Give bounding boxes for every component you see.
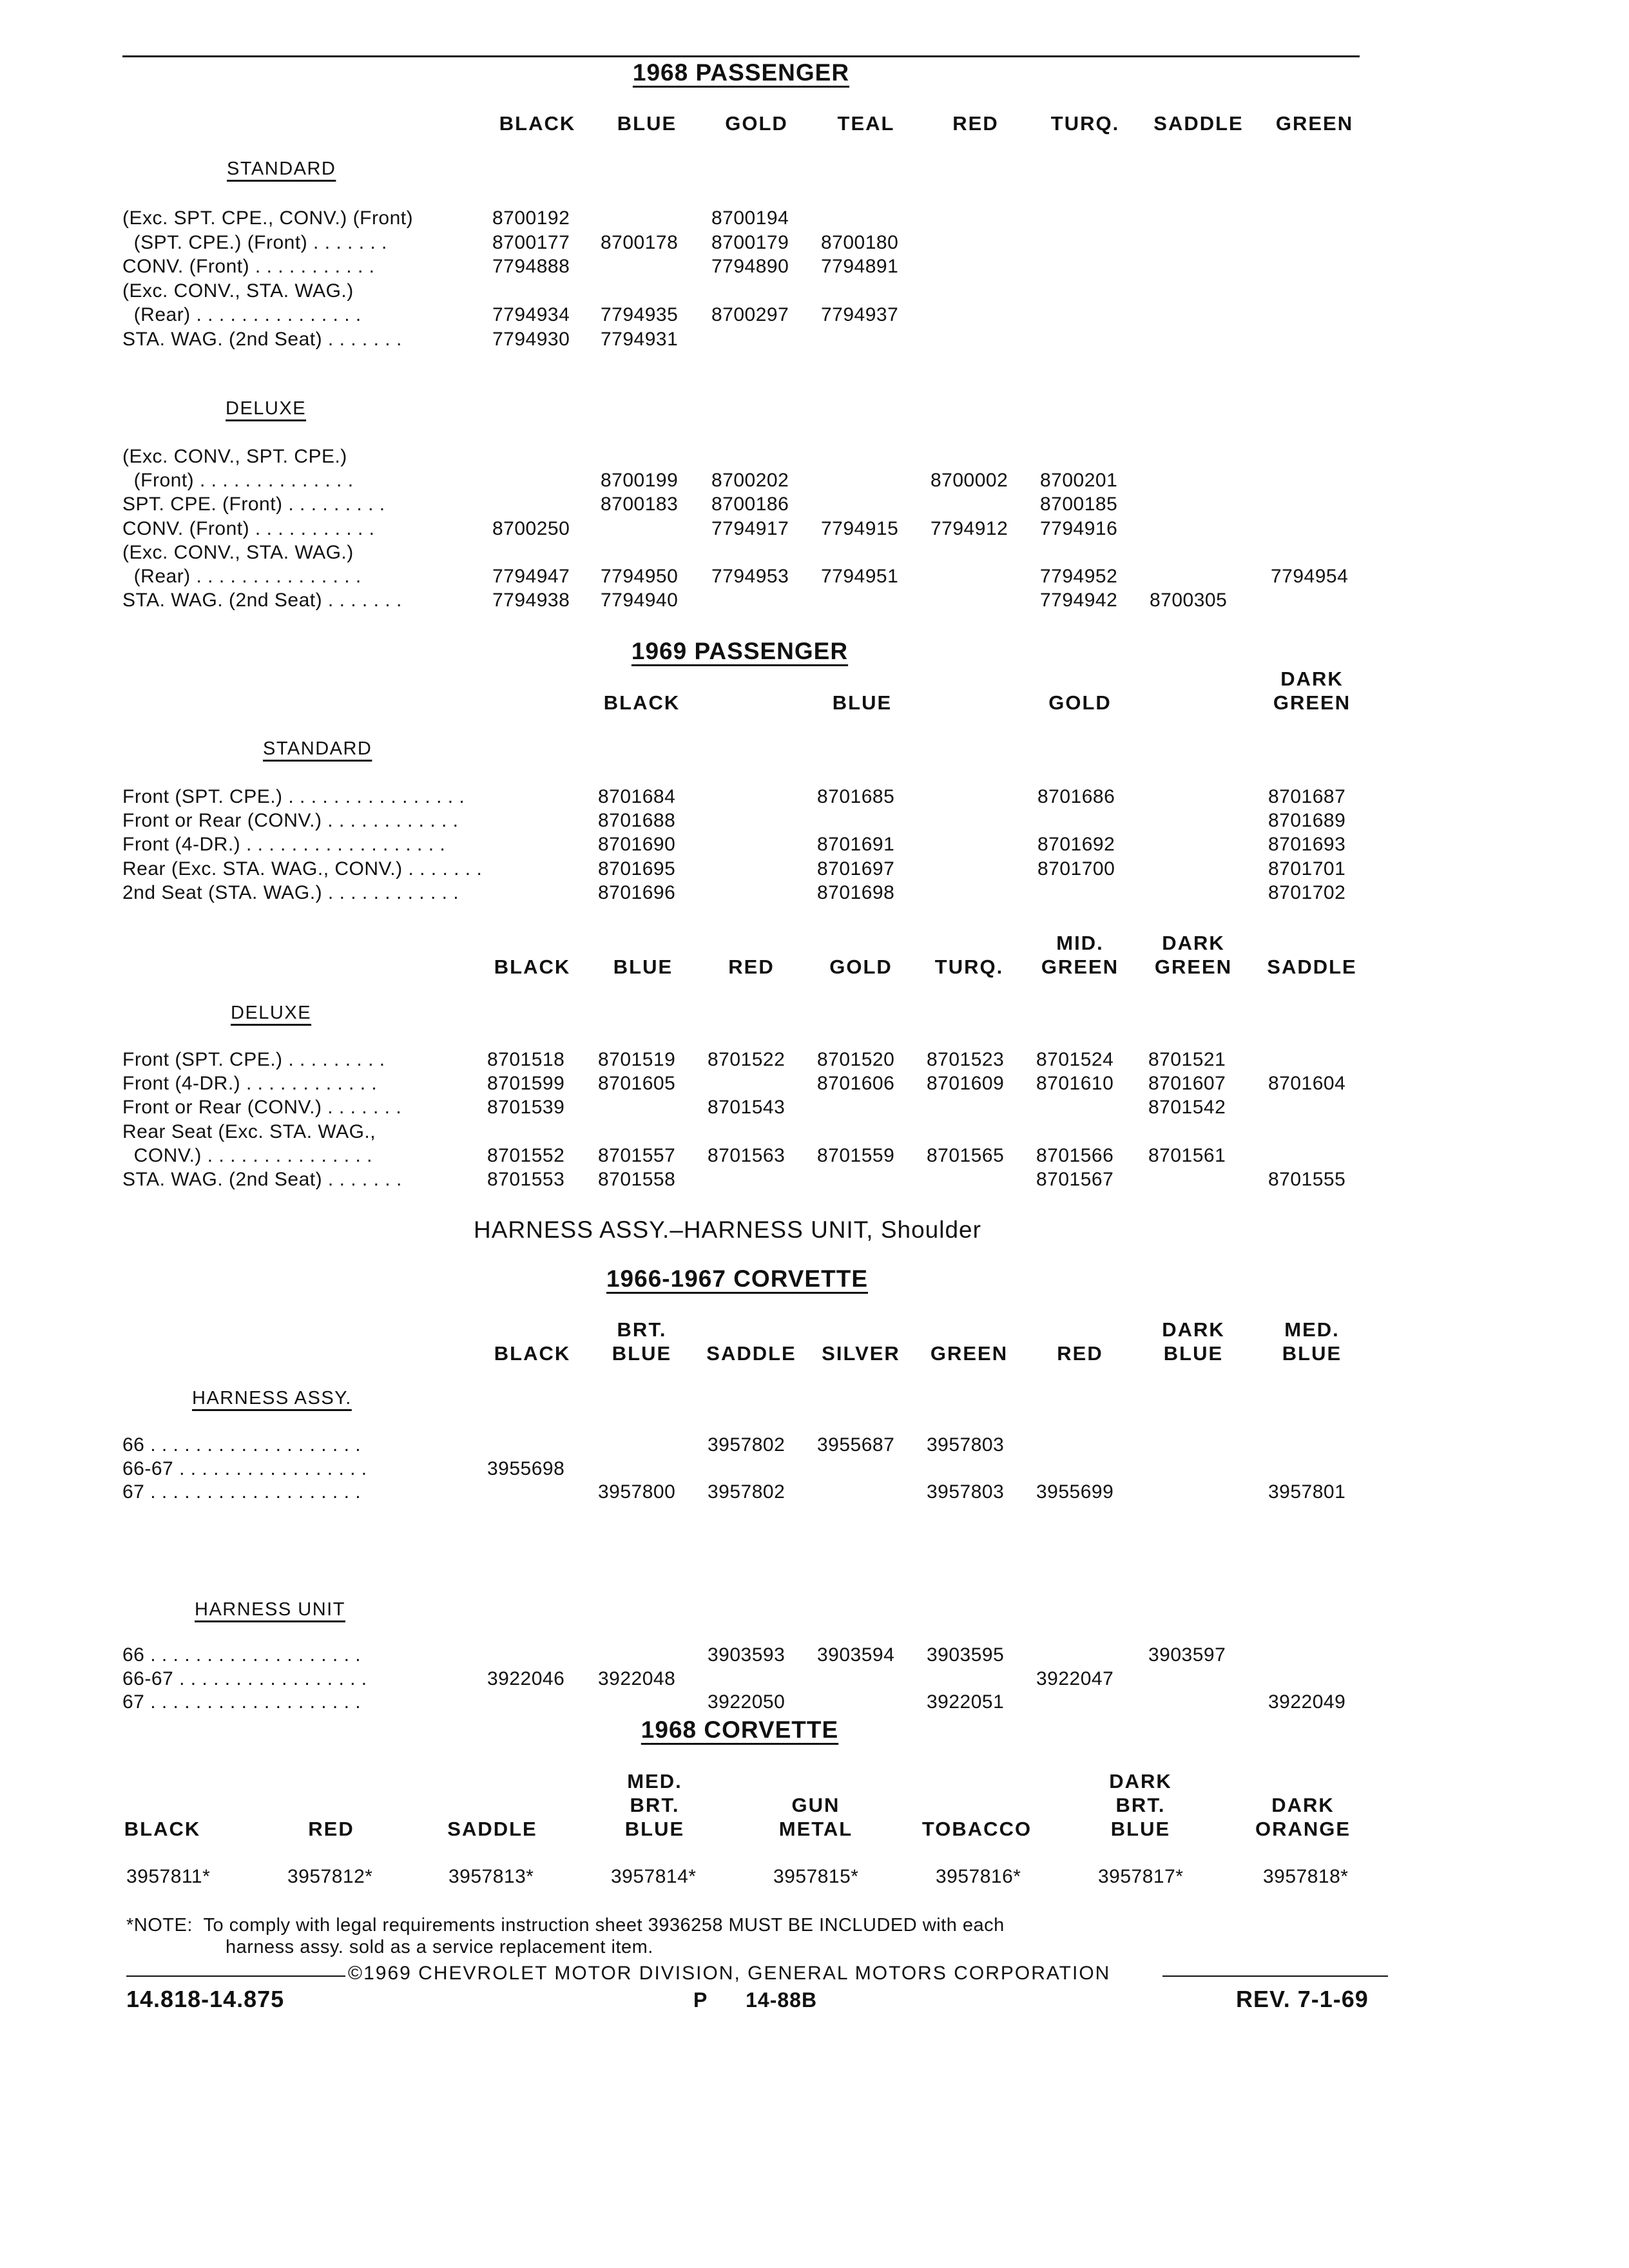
- part-number: 8701520: [817, 1049, 895, 1070]
- part-number: 8701702: [1268, 881, 1346, 903]
- part-number: 8701685: [817, 786, 895, 807]
- part-number: 8701686: [1037, 786, 1115, 807]
- row-label: Front (4-DR.) . . . . . . . . . . . . . . . . . .: [122, 834, 446, 856]
- part-number: 8701566: [1036, 1144, 1114, 1166]
- part-number: 7794952: [1040, 566, 1118, 587]
- part-number: 7794912: [930, 517, 1008, 539]
- column-header: GREEN: [1275, 112, 1354, 135]
- part-number: 3957815*: [773, 1866, 859, 1887]
- row-label: Front (4-DR.) . . . . . . . . . . . .: [122, 1073, 378, 1095]
- part-number: 3903593: [708, 1644, 786, 1666]
- part-number: 7794953: [711, 566, 789, 587]
- part-number: 3955687: [817, 1434, 895, 1456]
- column-header: BLACK: [494, 1342, 571, 1365]
- footer-rule-right: [1162, 1975, 1388, 1977]
- part-number: 8701698: [817, 881, 895, 903]
- column-header: SILVER: [822, 1342, 900, 1365]
- row-label: (Rear) . . . . . . . . . . . . . . .: [122, 566, 361, 587]
- column-header: MID. GREEN: [1041, 932, 1119, 978]
- part-number: 7794951: [821, 566, 899, 587]
- footer-revision: REV. 7-1-69: [1236, 1986, 1369, 2012]
- note-line-2: harness assy. sold as a service replacement item.: [226, 1937, 653, 1957]
- row-label: 67 . . . . . . . . . . . . . . . . . . .: [122, 1691, 361, 1713]
- note-line-1: *NOTE: To comply with legal requirements instruction sheet 3936258 MUST BE INCLUDED with each: [126, 1915, 1005, 1936]
- column-header: SADDLE: [1267, 956, 1357, 978]
- part-number: 3957803: [927, 1481, 1005, 1503]
- part-number: 3922050: [708, 1691, 786, 1713]
- subsection-standard: STANDARD: [227, 159, 336, 179]
- column-header: DARK BRT. BLUE: [1109, 1770, 1172, 1840]
- part-number: 7794934: [492, 304, 570, 325]
- column-header: BLACK: [499, 112, 576, 135]
- part-number: 8701521: [1148, 1049, 1226, 1070]
- part-number: 8700194: [711, 207, 789, 229]
- part-number: 8701609: [927, 1073, 1005, 1095]
- part-number: 7794891: [821, 256, 899, 277]
- part-number: 8701567: [1036, 1169, 1114, 1190]
- part-number: 7794938: [492, 590, 570, 611]
- row-label: (SPT. CPE.) (Front) . . . . . . .: [122, 231, 387, 253]
- column-header: MED. BRT. BLUE: [624, 1770, 685, 1840]
- part-number: 3922051: [927, 1691, 1005, 1713]
- column-header: SADDLE: [706, 1342, 796, 1365]
- harness-heading: HARNESS ASSY.–HARNESS UNIT, Shoulder: [474, 1216, 981, 1243]
- part-number: 8701692: [1037, 834, 1115, 856]
- column-header: BRT. BLUE: [612, 1318, 672, 1365]
- part-number: 8700201: [1040, 470, 1118, 492]
- part-number: 8700186: [711, 494, 789, 515]
- section-title-1968-passenger: 1968 PASSENGER: [632, 59, 850, 86]
- part-number: 8700297: [711, 304, 789, 325]
- part-number: 8701696: [598, 881, 676, 903]
- column-header: BLACK: [603, 691, 680, 714]
- part-number: 7794916: [1040, 517, 1118, 539]
- row-label: Front or Rear (CONV.) . . . . . . .: [122, 1097, 402, 1119]
- part-number: 3957814*: [611, 1866, 697, 1887]
- part-number: 8701697: [817, 858, 895, 879]
- column-header: DARK GREEN: [1273, 668, 1351, 714]
- part-number: 8701693: [1268, 834, 1346, 856]
- part-number: 8700177: [492, 231, 570, 253]
- row-label: CONV.) . . . . . . . . . . . . . . .: [122, 1144, 372, 1166]
- part-number: 8700002: [930, 470, 1008, 492]
- part-number: 8701605: [598, 1073, 676, 1095]
- part-number: 8700202: [711, 470, 789, 492]
- part-number: 3922048: [598, 1667, 676, 1689]
- part-number: 3922046: [487, 1667, 565, 1689]
- part-number: 3922049: [1268, 1691, 1346, 1713]
- part-number: 8701553: [487, 1169, 565, 1190]
- part-number: 8701684: [598, 786, 676, 807]
- part-number: 8701565: [927, 1144, 1005, 1166]
- copyright: ©1969 CHEVROLET MOTOR DIVISION, GENERAL MOTORS CORPORATION: [348, 1963, 1111, 1984]
- part-number: 7794890: [711, 256, 789, 277]
- column-header: GREEN: [930, 1342, 1008, 1365]
- column-header: SADDLE: [447, 1818, 537, 1840]
- column-header: RED: [952, 112, 999, 135]
- footer-page-number: P 14-88B: [693, 1988, 818, 2012]
- part-number: 8701523: [927, 1049, 1005, 1070]
- column-header: BLUE: [617, 112, 677, 135]
- part-number: 3903594: [817, 1644, 895, 1666]
- column-header: RED: [728, 956, 775, 978]
- part-number: 8701688: [598, 810, 676, 832]
- part-number: 8701552: [487, 1144, 565, 1166]
- column-header: BLACK: [494, 956, 571, 978]
- part-number: 8700183: [601, 494, 679, 515]
- part-number: 3957812*: [287, 1866, 373, 1887]
- part-number: 3957816*: [936, 1866, 1021, 1887]
- part-number: 8700305: [1150, 590, 1228, 611]
- part-number: 8700180: [821, 231, 899, 253]
- part-number: 3957802: [708, 1434, 786, 1456]
- part-number: 7794931: [601, 328, 679, 350]
- column-header: TOBACCO: [921, 1818, 1032, 1840]
- row-label: 67 . . . . . . . . . . . . . . . . . . .: [122, 1481, 361, 1503]
- column-header: BLUE: [832, 691, 892, 714]
- part-number: 8700192: [492, 207, 570, 229]
- part-number: 8701689: [1268, 810, 1346, 832]
- part-number: 7794950: [601, 566, 679, 587]
- row-label: Front (SPT. CPE.) . . . . . . . . .: [122, 1049, 385, 1070]
- part-number: 3922047: [1036, 1667, 1114, 1689]
- part-number: 8701606: [817, 1073, 895, 1095]
- part-number: 8701559: [817, 1144, 895, 1166]
- row-label: (Exc. CONV., SPT. CPE.): [122, 446, 347, 467]
- part-number: 3957813*: [448, 1866, 534, 1887]
- part-number: 8701561: [1148, 1144, 1226, 1166]
- part-number: 7794954: [1271, 566, 1349, 587]
- row-label: (Rear) . . . . . . . . . . . . . . .: [122, 304, 361, 325]
- part-number: 8701555: [1268, 1169, 1346, 1190]
- part-number: 8701701: [1268, 858, 1346, 879]
- part-number: 3957801: [1268, 1481, 1346, 1503]
- top-rule: [122, 55, 1360, 57]
- part-number: 3955698: [487, 1457, 565, 1479]
- column-header: TEAL: [837, 112, 895, 135]
- row-label: (Front) . . . . . . . . . . . . . .: [122, 470, 354, 492]
- column-header: TURQ.: [934, 956, 1004, 978]
- column-header: BLUE: [613, 956, 673, 978]
- row-label: CONV. (Front) . . . . . . . . . . .: [122, 256, 375, 277]
- column-header: BLACK: [124, 1818, 201, 1840]
- part-number: 3957802: [708, 1481, 786, 1503]
- row-label: 66 . . . . . . . . . . . . . . . . . . .: [122, 1644, 361, 1666]
- column-header: SADDLE: [1153, 112, 1244, 135]
- part-number: 8701604: [1268, 1073, 1346, 1095]
- part-number: 8701563: [708, 1144, 786, 1166]
- part-number: 7794888: [492, 256, 570, 277]
- row-label: STA. WAG. (2nd Seat) . . . . . . .: [122, 1169, 402, 1190]
- part-number: 8700185: [1040, 494, 1118, 515]
- part-number: 8701519: [598, 1049, 676, 1070]
- column-header: RED: [308, 1818, 354, 1840]
- part-number: 3957803: [927, 1434, 1005, 1456]
- part-number: 3957800: [598, 1481, 676, 1503]
- subsection-standard: STANDARD: [263, 738, 372, 759]
- row-label: 2nd Seat (STA. WAG.) . . . . . . . . . . . .: [122, 881, 459, 903]
- part-number: 7794915: [821, 517, 899, 539]
- column-header: GOLD: [1048, 691, 1112, 714]
- part-number: 8701542: [1148, 1097, 1226, 1119]
- part-number: 3903597: [1148, 1644, 1226, 1666]
- part-number: 8700250: [492, 517, 570, 539]
- column-header: MED. BLUE: [1282, 1318, 1342, 1365]
- part-number: 7794947: [492, 566, 570, 587]
- part-number: 8701687: [1268, 786, 1346, 807]
- section-title-1969-passenger: 1969 PASSENGER: [631, 638, 849, 664]
- part-number: 3903595: [927, 1644, 1005, 1666]
- part-number: 3957811*: [126, 1866, 211, 1887]
- part-number: 7794940: [601, 590, 679, 611]
- part-number: 7794935: [601, 304, 679, 325]
- part-number: 7794937: [821, 304, 899, 325]
- row-label: Rear (Exc. STA. WAG., CONV.) . . . . . . .: [122, 858, 483, 879]
- part-number: 8701700: [1037, 858, 1115, 879]
- section-title-1968-corvette: 1968 CORVETTE: [641, 1716, 839, 1743]
- row-label: (Exc. SPT. CPE., CONV.) (Front): [122, 207, 414, 229]
- subsection-deluxe: DELUXE: [231, 1003, 312, 1023]
- part-number: 8701610: [1036, 1073, 1114, 1095]
- part-number: 3957817*: [1098, 1866, 1184, 1887]
- section-title-1966-1967-corvette: 1966-1967 CORVETTE: [606, 1265, 868, 1292]
- column-header: RED: [1057, 1342, 1103, 1365]
- part-number: 7794942: [1040, 590, 1118, 611]
- part-number: 8701599: [487, 1073, 565, 1095]
- row-label: Rear Seat (Exc. STA. WAG.,: [122, 1120, 376, 1142]
- row-label: SPT. CPE. (Front) . . . . . . . . .: [122, 494, 385, 515]
- row-label: Front or Rear (CONV.) . . . . . . . . . . . .: [122, 810, 459, 832]
- column-header: DARK BLUE: [1162, 1318, 1225, 1365]
- column-header: GUN METAL: [778, 1794, 853, 1840]
- part-number: 8701691: [817, 834, 895, 856]
- part-number: 8701695: [598, 858, 676, 879]
- row-label: Front (SPT. CPE.) . . . . . . . . . . . . . . . .: [122, 786, 465, 807]
- row-label: 66-67 . . . . . . . . . . . . . . . . .: [122, 1667, 367, 1689]
- row-label: (Exc. CONV., STA. WAG.): [122, 541, 354, 563]
- row-label: STA. WAG. (2nd Seat) . . . . . . .: [122, 590, 402, 611]
- part-number: 8701607: [1148, 1073, 1226, 1095]
- row-label: (Exc. CONV., STA. WAG.): [122, 280, 354, 302]
- subsection-deluxe: DELUXE: [226, 398, 307, 419]
- footer-rule-left: [126, 1975, 345, 1977]
- part-number: 8701557: [598, 1144, 676, 1166]
- part-number: 3957818*: [1263, 1866, 1349, 1887]
- subsection-harness-unit: HARNESS UNIT: [195, 1599, 345, 1620]
- column-header: DARK GREEN: [1154, 932, 1233, 978]
- column-header: DARK ORANGE: [1255, 1794, 1351, 1840]
- row-label: STA. WAG. (2nd Seat) . . . . . . .: [122, 328, 402, 350]
- part-number: 8701543: [708, 1097, 786, 1119]
- subsection-harness-assy: HARNESS ASSY.: [192, 1388, 352, 1408]
- column-header: TURQ.: [1050, 112, 1120, 135]
- part-number: 8701539: [487, 1097, 565, 1119]
- part-number: 8700179: [711, 231, 789, 253]
- part-number: 8701558: [598, 1169, 676, 1190]
- column-header: GOLD: [725, 112, 788, 135]
- footer-page-range: 14.818-14.875: [126, 1986, 285, 2012]
- part-number: 7794917: [711, 517, 789, 539]
- part-number: 8701522: [708, 1049, 786, 1070]
- row-label: CONV. (Front) . . . . . . . . . . .: [122, 517, 375, 539]
- column-header: GOLD: [829, 956, 892, 978]
- part-number: 3955699: [1036, 1481, 1114, 1503]
- row-label: 66-67 . . . . . . . . . . . . . . . . .: [122, 1457, 367, 1479]
- part-number: 8700199: [601, 470, 679, 492]
- part-number: 8701690: [598, 834, 676, 856]
- part-number: 7794930: [492, 328, 570, 350]
- part-number: 8700178: [601, 231, 679, 253]
- row-label: 66 . . . . . . . . . . . . . . . . . . .: [122, 1434, 361, 1456]
- part-number: 8701518: [487, 1049, 565, 1070]
- part-number: 8701524: [1036, 1049, 1114, 1070]
